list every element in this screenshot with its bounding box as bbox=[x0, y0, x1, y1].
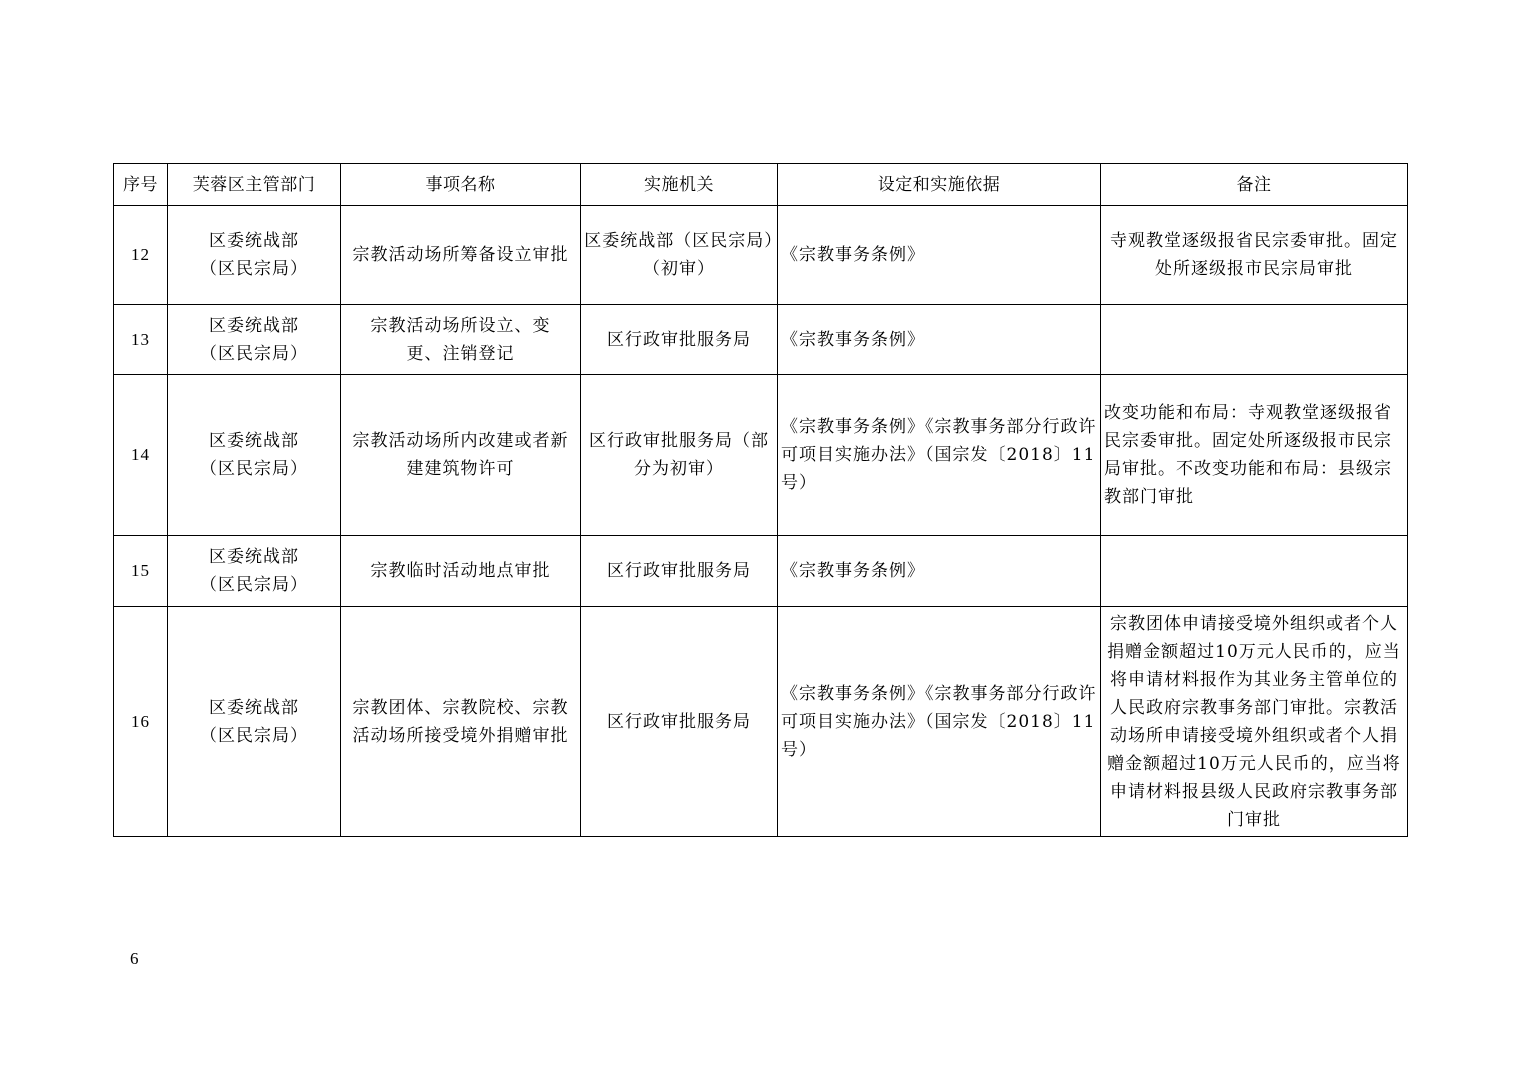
row-remarks bbox=[1101, 536, 1408, 607]
header-item-name: 事项名称 bbox=[341, 164, 581, 206]
row-legal-basis: 《宗教事务条例》 bbox=[778, 536, 1101, 607]
page-number: 6 bbox=[130, 949, 139, 968]
table-row bbox=[114, 305, 1408, 375]
header-department: 芙蓉区主管部门 bbox=[168, 164, 341, 206]
table-header-row bbox=[114, 164, 1408, 206]
row-remarks: 寺观教堂逐级报省民宗委审批。固定处所逐级报市民宗局审批 bbox=[1101, 206, 1408, 305]
row-legal-basis: 《宗教事务条例》 bbox=[778, 206, 1101, 305]
row-remarks bbox=[1101, 305, 1408, 375]
row-agency: 区行政审批服务局 bbox=[581, 607, 778, 837]
table-row bbox=[114, 536, 1408, 607]
header-remarks: 备注 bbox=[1101, 164, 1408, 206]
row-department: 区委统战部（区民宗局） bbox=[168, 607, 341, 837]
row-item-name: 宗教活动场所内改建或者新建建筑物许可 bbox=[341, 375, 581, 536]
header-serial-number: 序号 bbox=[114, 164, 168, 206]
row-agency: 区行政审批服务局 bbox=[581, 305, 778, 375]
row-department: 区委统战部（区民宗局） bbox=[168, 206, 341, 305]
row-legal-basis: 《宗教事务条例》《宗教事务部分行政许可项目实施办法》（国宗发〔2018〕11号） bbox=[778, 607, 1101, 837]
row-serial-number: 14 bbox=[114, 375, 168, 536]
approval-items-table bbox=[113, 163, 1408, 837]
row-serial-number: 15 bbox=[114, 536, 168, 607]
row-agency: 区行政审批服务局（部分为初审） bbox=[581, 375, 778, 536]
header-agency: 实施机关 bbox=[581, 164, 778, 206]
row-serial-number: 16 bbox=[114, 607, 168, 837]
row-agency: 区行政审批服务局 bbox=[581, 536, 778, 607]
row-legal-basis: 《宗教事务条例》《宗教事务部分行政许可项目实施办法》（国宗发〔2018〕11号） bbox=[778, 375, 1101, 536]
header-legal-basis: 设定和实施依据 bbox=[778, 164, 1101, 206]
table-row bbox=[114, 206, 1408, 305]
table-row bbox=[114, 375, 1408, 536]
row-agency: 区委统战部（区民宗局）（初审） bbox=[581, 206, 778, 305]
row-remarks: 宗教团体申请接受境外组织或者个人捐赠金额超过10万元人民币的，应当将申请材料报作为其业务主管单位的人民政府宗教事务部门审批。宗教活动场所申请接受境外组织或者个人捐赠金额超过10万元人民币的，应当将申请材料报县级人民政府宗教事务部门审批 bbox=[1101, 607, 1408, 837]
row-serial-number: 12 bbox=[114, 206, 168, 305]
row-serial-number: 13 bbox=[114, 305, 168, 375]
row-legal-basis: 《宗教事务条例》 bbox=[778, 305, 1101, 375]
row-remarks: 改变功能和布局：寺观教堂逐级报省民宗委审批。固定处所逐级报市民宗局审批。不改变功能和布局：县级宗教部门审批 bbox=[1101, 375, 1408, 536]
row-department: 区委统战部（区民宗局） bbox=[168, 536, 341, 607]
row-item-name: 宗教团体、宗教院校、宗教活动场所接受境外捐赠审批 bbox=[341, 607, 581, 837]
row-item-name: 宗教活动场所设立、变更、注销登记 bbox=[341, 305, 581, 375]
row-department: 区委统战部（区民宗局） bbox=[168, 375, 341, 536]
row-item-name: 宗教活动场所筹备设立审批 bbox=[341, 206, 581, 305]
row-item-name: 宗教临时活动地点审批 bbox=[341, 536, 581, 607]
table-row bbox=[114, 607, 1408, 837]
row-department: 区委统战部（区民宗局） bbox=[168, 305, 341, 375]
